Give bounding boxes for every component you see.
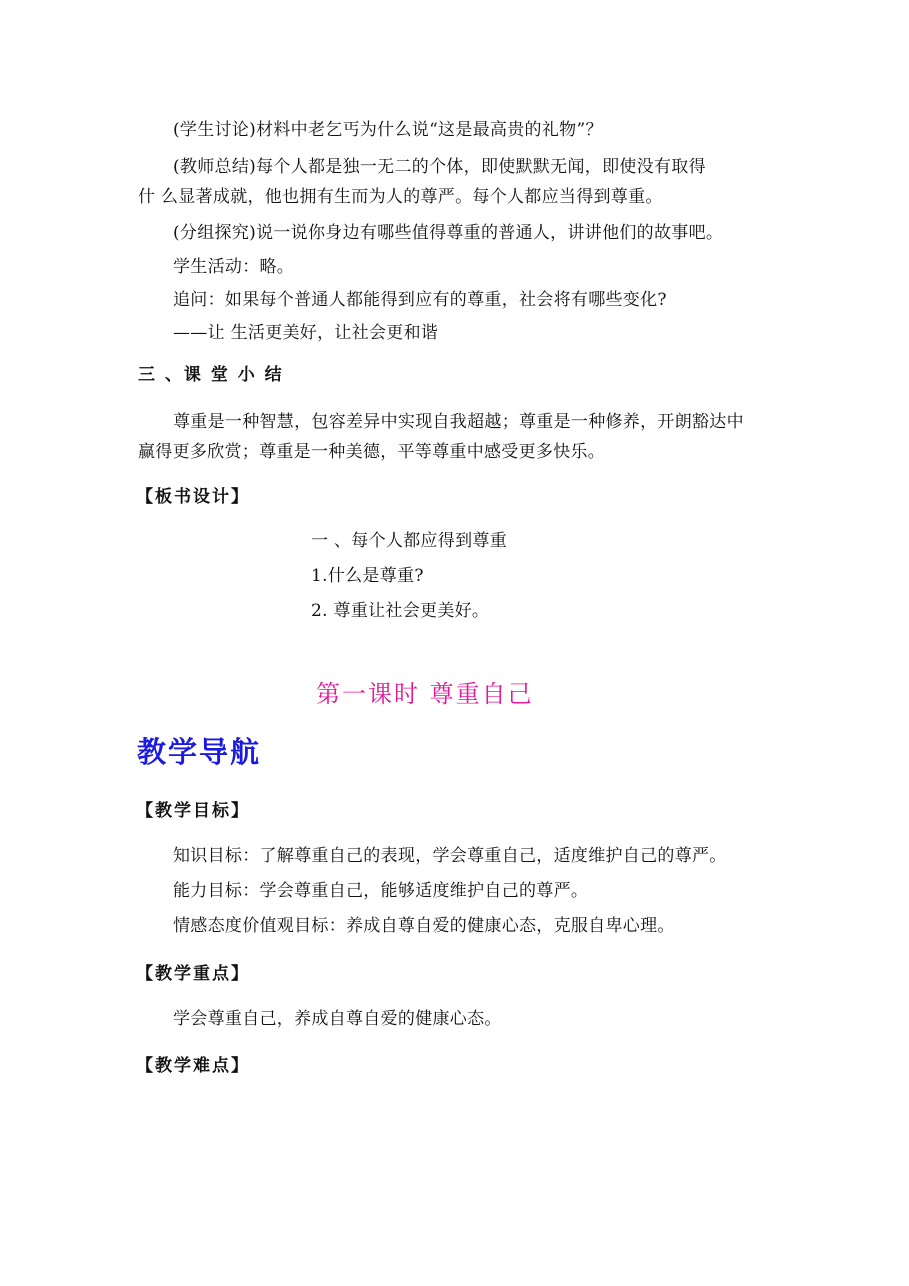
guide-title: 教学导航: [137, 735, 262, 769]
emotion-goal: 情感态度价值观目标：养成自尊自爱的健康心态，克服自卑心理。: [173, 916, 675, 936]
board-item-3: 2. 尊重让社会更美好。: [311, 601, 490, 621]
follow-up-answer: ——让 生活更美好，让社会更和谐: [173, 323, 439, 343]
knowledge-goal: 知识目标：了解尊重自己的表现，学会尊重自己，适度维护自己的尊严。: [173, 846, 727, 866]
summary-line1: 尊重是一种智慧，包容差异中实现自我超越；尊重是一种修养，开朗豁达中: [173, 412, 744, 432]
student-activity: 学生活动：略。: [173, 257, 295, 277]
teacher-summary-line1: (教师总结)每个人都是独一无二的个体，即使默默无闻，即使没有取得: [173, 157, 706, 177]
summary-line2: 赢得更多欣赏；尊重是一种美德，平等尊重中感受更多快乐。: [138, 442, 606, 462]
key-points-heading: 【教学重点】: [136, 964, 250, 984]
difficulties-heading: 【教学难点】: [136, 1056, 250, 1076]
board-design-heading: 【板书设计】: [136, 487, 250, 507]
follow-up-question: 追问：如果每个普通人都能得到应有的尊重，社会将有哪些变化?: [173, 290, 667, 310]
key-points-text: 学会尊重自己，养成自尊自爱的健康心态。: [173, 1009, 502, 1029]
lesson-title: 第一课时 尊重自己: [316, 680, 534, 708]
board-item-1: 一 、每个人都应得到尊重: [311, 531, 508, 551]
group-inquiry: (分组探究)说一说你身边有哪些值得尊重的普通人，讲讲他们的故事吧。: [173, 223, 724, 243]
summary-heading: 三 、课 堂 小 结: [138, 365, 284, 385]
teacher-summary-line2: 什 么显著成就，他也拥有生而为人的尊严。每个人都应当得到尊重。: [138, 187, 663, 207]
board-item-2: 1.什么是尊重?: [311, 566, 424, 586]
ability-goal: 能力目标：学会尊重自己，能够适度维护自己的尊严。: [173, 881, 589, 901]
discussion-question: (学生讨论)材料中老乞丐为什么说“这是最高贵的礼物”？: [173, 120, 603, 140]
teaching-goals-heading: 【教学目标】: [136, 801, 250, 821]
